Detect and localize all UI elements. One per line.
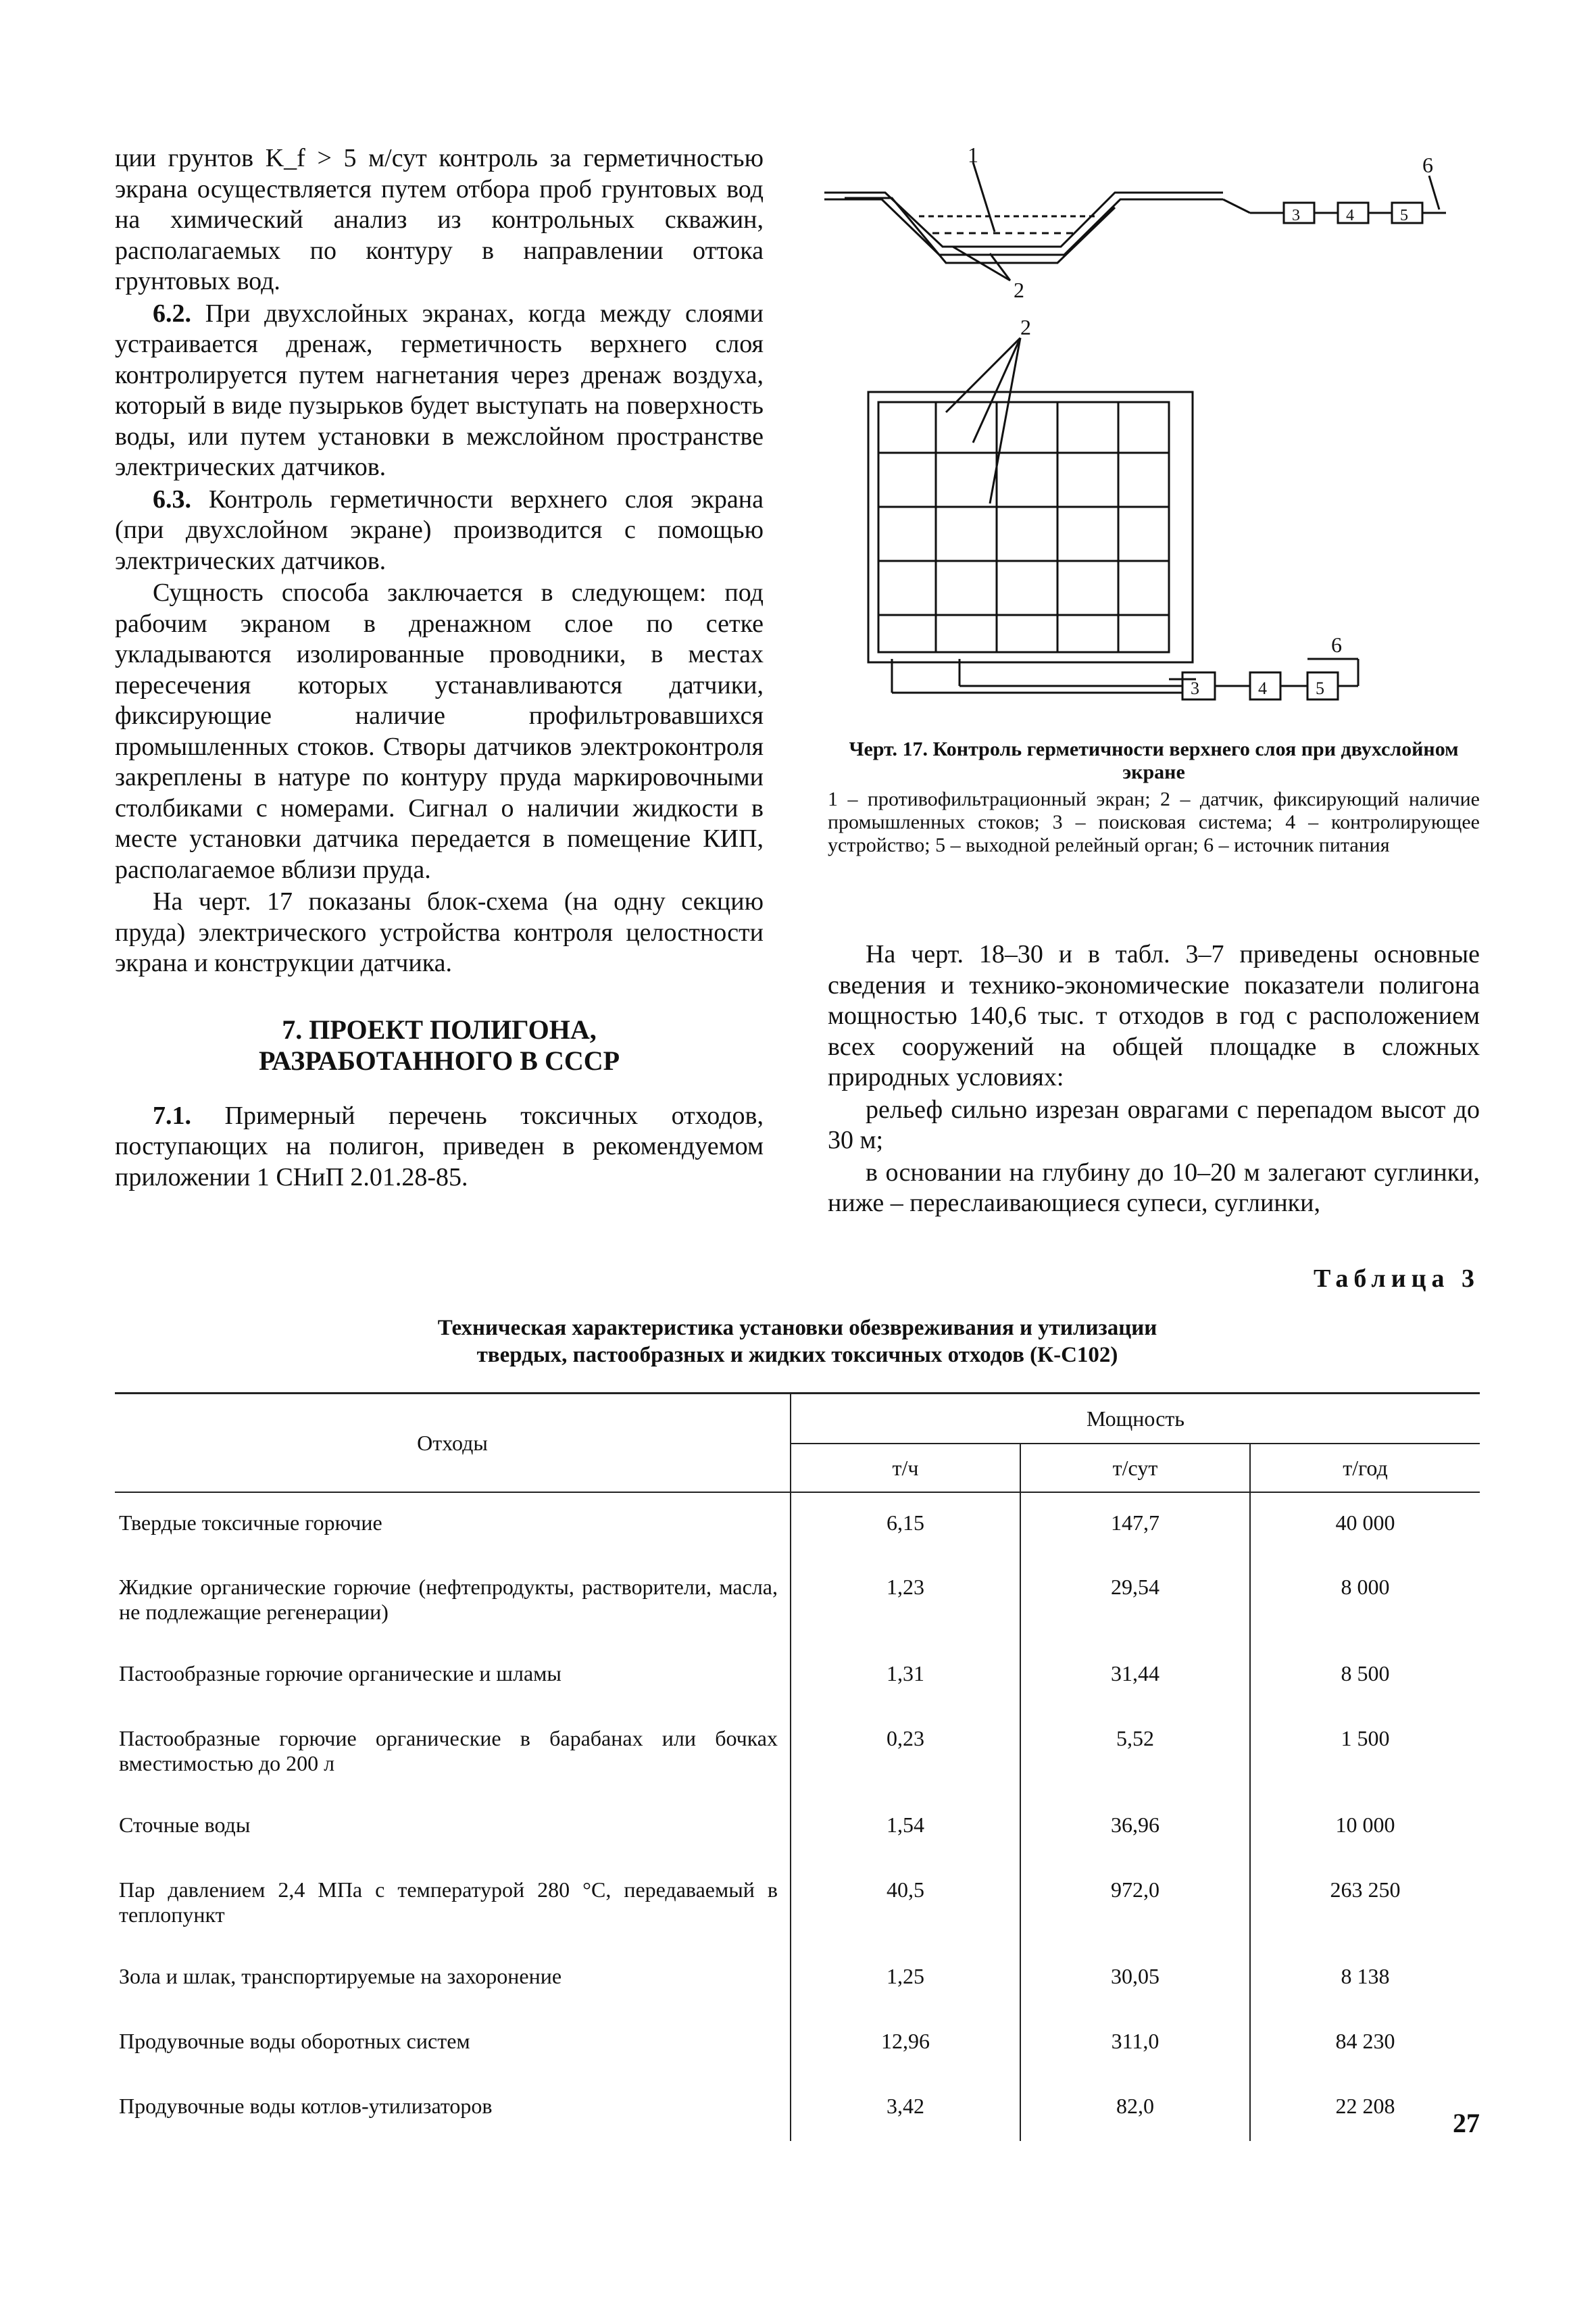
- t-per-hour-cell: 40,5: [791, 1860, 1020, 1946]
- label-5-bottom: 5: [1316, 679, 1324, 698]
- t-per-day-cell: 31,44: [1020, 1644, 1250, 1708]
- table-row: [115, 1708, 1480, 1795]
- t-per-day-cell: 29,54: [1020, 1557, 1250, 1644]
- clause-number: 6.2.: [153, 299, 191, 328]
- table-title-line-1: Техническая характеристика установки обезвреживания и утилизации: [437, 1316, 1157, 1340]
- t-per-hour-cell: 12,96: [791, 2011, 1020, 2076]
- label-1: 1: [968, 145, 978, 167]
- waste-name-cell: Твердые токсичные горючие: [115, 1492, 791, 1557]
- t-per-day-cell: 5,52: [1020, 1708, 1250, 1795]
- paragraph-method: Сущность способа заключается в следующем: под рабочим экраном в дренажном слое по сетке укладываются изолированные проводники, в местах пересечения которых устанавливаются датчики, фиксирующие наличие профильтровавшихся промышленных стоков. Створы датчиков электроконтроля закреплены в натуре по контуру пруда маркировочными столбиками с номерами. Сигнал о наличии жидкости в месте установки датчика передается в помещение КИП, располагаемое вблизи пруда.: [115, 578, 764, 884]
- t-per-year-cell: 8 500: [1341, 1661, 1390, 1685]
- section-title: [115, 1014, 764, 1077]
- t-per-hour-cell: 3,42: [791, 2076, 1020, 2141]
- label-3: 3: [1292, 207, 1300, 224]
- table-body: [115, 1492, 1480, 2141]
- label-4-bottom: 4: [1258, 679, 1267, 698]
- section-title-line-1: 7. ПРОЕКТ ПОЛИГОНА,: [282, 1014, 597, 1045]
- label-4: 4: [1346, 207, 1354, 224]
- label-5: 5: [1400, 207, 1408, 224]
- waste-name-cell: Продувочные воды оборотных систем: [115, 2011, 791, 2076]
- table-row: [115, 1644, 1480, 1708]
- t-per-hour-cell: 1,25: [791, 1946, 1020, 2011]
- table-row: [115, 1557, 1480, 1644]
- paragraph-6-2: [115, 299, 764, 483]
- table-row: [115, 1492, 1480, 1557]
- page-number: 27: [1453, 2108, 1480, 2138]
- figure-caption: [828, 738, 1480, 857]
- right-column: [828, 939, 1480, 1219]
- t-per-year-cell: 8 138: [1341, 1964, 1390, 1988]
- t-per-day-cell: 36,96: [1020, 1795, 1250, 1860]
- clause-text: При двухслойных экранах, когда между слоями устраивается дренаж, герметичность верхнего слоя контролируется путем нагнетания через дренаж воздуха, который в виде пузырьков будет выступать на поверхность воды, или путем установки в межслойном пространстве электрических датчиков.: [115, 299, 764, 481]
- t-per-year-cell: 84 230: [1335, 2029, 1395, 2053]
- leader-line: [1429, 176, 1439, 210]
- pond-profile-bottom: [845, 198, 1115, 263]
- waste-name-cell: Пастообразные горючие органические и шламы: [115, 1644, 791, 1708]
- waste-name-cell: Продувочные воды котлов-утилизаторов: [115, 2076, 791, 2141]
- t-per-year-cell: 10 000: [1335, 1813, 1395, 1837]
- label-3-bottom: 3: [1191, 679, 1199, 698]
- t-per-year-cell: 1 500: [1341, 1726, 1390, 1750]
- waste-name-cell: Жидкие органические горючие (нефтепродукты, растворители, масла, не подлежащие регенерации): [115, 1557, 791, 1644]
- figure-drawing: [818, 145, 1487, 740]
- t-per-hour-cell: 1,54: [791, 1795, 1020, 1860]
- waste-name-cell: Пастообразные горючие органические в барабанах или бочках вместимостью до 200 л: [115, 1708, 791, 1795]
- clause-number: 6.3.: [153, 485, 191, 514]
- t-per-hour-cell: 0,23: [791, 1708, 1020, 1795]
- table-header: [115, 1394, 1480, 1493]
- paragraph-figure-ref: На черт. 17 показаны блок-схема (на одну секцию пруда) электрического устройства контроля целостности экрана и конструкции датчика.: [115, 887, 764, 977]
- paragraph-soil-control: ции грунтов K_f > 5 м/сут контроль за герметичностью экрана осуществляется путем отбора проб грунтовых вод на химический анализ из контрольных скважин, располагаемых по контуру в направлении оттока грунтовых вод.: [115, 144, 764, 295]
- t-per-hour-cell: 6,15: [791, 1492, 1020, 1557]
- column-header-t-per-year: т/год: [1343, 1455, 1388, 1480]
- label-6: 6: [1422, 153, 1433, 177]
- t-per-year-cell: 40 000: [1335, 1510, 1395, 1535]
- paragraph-7-1: [115, 1101, 764, 1193]
- table-title: [115, 1314, 1480, 1369]
- label-2-grid: 2: [1020, 315, 1031, 339]
- table-row: [115, 1860, 1480, 1946]
- column-header-t-per-hour: т/ч: [791, 1444, 1020, 1492]
- waste-name-cell: Зола и шлак, транспортируемые на захоронение: [115, 1946, 791, 2011]
- signal-line: [1223, 199, 1250, 213]
- column-header-t-per-day: т/сут: [1020, 1444, 1250, 1492]
- table-row: [115, 2076, 1480, 2141]
- waste-name-cell: Пар давлением 2,4 МПа с температурой 280 °С, передаваемый в теплопункт: [115, 1860, 791, 1946]
- t-per-year-cell: 263 250: [1330, 1877, 1401, 1902]
- table-row: [115, 2011, 1480, 2076]
- table-row: [115, 1946, 1480, 2011]
- clause-number: 7.1.: [153, 1101, 191, 1130]
- left-column: [115, 143, 764, 1193]
- label-6-bottom: 6: [1331, 633, 1342, 657]
- waste-capacity-table: [115, 1392, 1480, 2141]
- figure-caption-title: Черт. 17. Контроль герметичности верхнего слоя при двухслойном экране: [849, 738, 1459, 783]
- waste-name-cell: Сточные воды: [115, 1795, 791, 1860]
- t-per-year-cell: 8 000: [1341, 1575, 1390, 1599]
- t-per-day-cell: 147,7: [1020, 1492, 1250, 1557]
- t-per-day-cell: 82,0: [1020, 2076, 1250, 2141]
- section-title-line-2: РАЗРАБОТАННОГО В СССР: [258, 1045, 620, 1076]
- leader-line: [973, 162, 995, 232]
- clause-text: Примерный перечень токсичных отходов, поступающих на полигон, приведен в рекомендуемом приложении 1 СНиП 2.01.28-85.: [115, 1101, 764, 1191]
- t-per-year-cell: 22 208: [1335, 2094, 1395, 2118]
- paragraph-relief: рельеф сильно изрезан оврагами с перепадом высот до 30 м;: [828, 1095, 1480, 1154]
- table-row: [115, 1795, 1480, 1860]
- column-header-power: Мощность: [791, 1394, 1480, 1444]
- column-header-waste: Отходы: [115, 1394, 791, 1493]
- clause-text: Контроль герметичности верхнего слоя экрана (при двухслойном экране) производится с помощью электрических датчиков.: [115, 485, 764, 575]
- t-per-day-cell: 311,0: [1020, 2011, 1250, 2076]
- leader-line: [990, 253, 1010, 280]
- t-per-day-cell: 972,0: [1020, 1860, 1250, 1946]
- table-label: Таблица 3: [1313, 1264, 1480, 1293]
- t-per-hour-cell: 1,23: [791, 1557, 1020, 1644]
- label-2: 2: [1014, 278, 1024, 302]
- table-title-line-2: твердых, пастообразных и жидких токсичных отходов (К-С102): [476, 1343, 1118, 1367]
- figure-caption-legend: 1 – противофильтрационный экран; 2 – датчик, фиксирующий наличие промышленных стоков; 3 – поисковая система; 4 – контролирующее устройство; 5 – выходной релейный орган; 6 – источник питания: [828, 788, 1480, 856]
- sensor-grid: [868, 392, 1193, 662]
- paragraph-6-3: [115, 485, 764, 577]
- paragraph-polygon-info: На черт. 18–30 и в табл. 3–7 приведены основные сведения и технико-экономические показатели полигона мощностью 140,6 тыс. т отходов в год с расположением всех сооружений на общей площадке в сложных природных условиях:: [828, 940, 1480, 1091]
- t-per-day-cell: 30,05: [1020, 1946, 1250, 2011]
- t-per-hour-cell: 1,31: [791, 1644, 1020, 1708]
- grid-lines: [878, 402, 1169, 652]
- paragraph-soils: в основании на глубину до 10–20 м залегают суглинки, ниже – переслаивающиеся супеси, суглинки,: [828, 1158, 1480, 1217]
